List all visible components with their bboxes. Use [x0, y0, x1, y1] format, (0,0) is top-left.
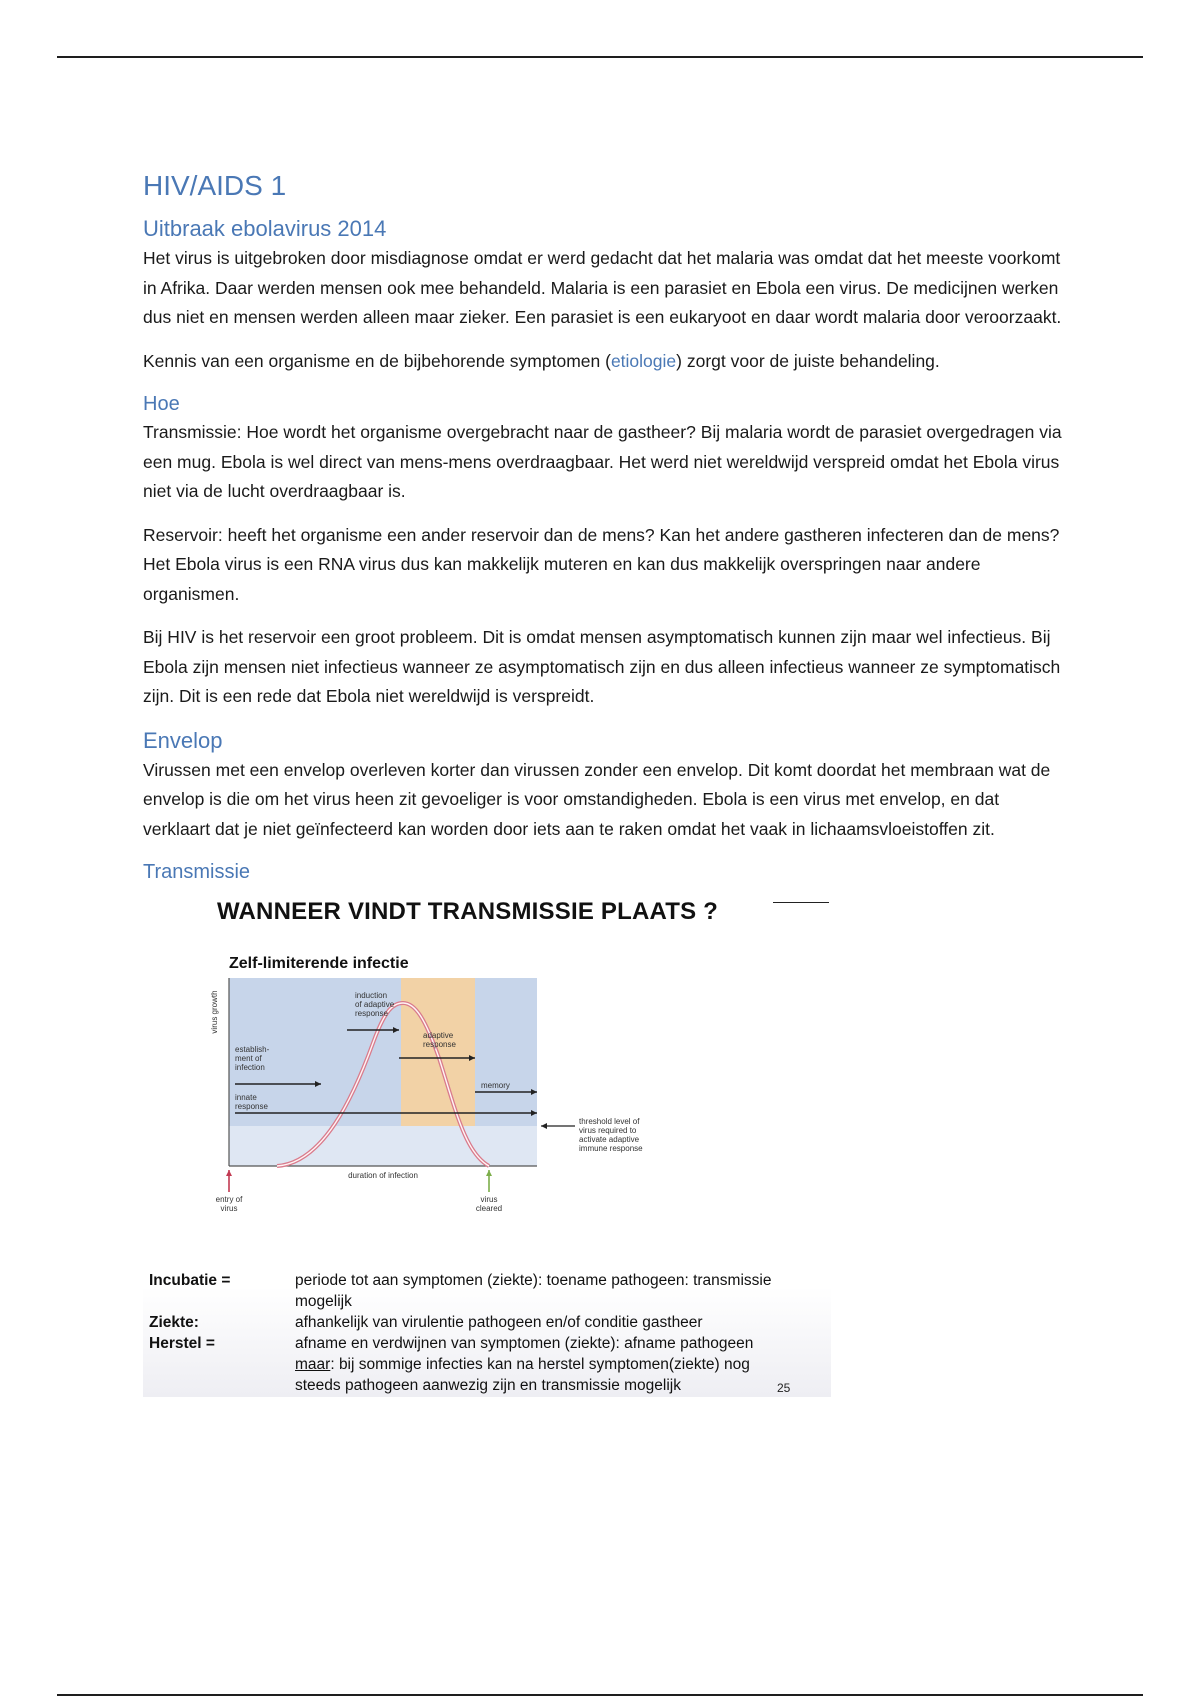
induction-label: of adaptive [355, 1000, 395, 1009]
adaptive-label: adaptive [423, 1031, 454, 1040]
slide-title-rule [773, 902, 829, 903]
section-heading-transmissie: Transmissie [143, 861, 251, 883]
diagram-layer [210, 978, 643, 1213]
cleared-label: virus [480, 1195, 498, 1204]
document-title: HIV/AIDS 1 [143, 170, 287, 201]
hoe-paragraph-1: Transmissie: Hoe wordt het organisme overgebracht naar de gastheer? Bij malaria wordt de parasiet overgedragen via een mug. Ebola is wel direct van mens-mens overdraagbaar. Het werd niet wereldwijd verspreid omdat het Ebola virus niet via de lucht overdraagbaar is. [143, 422, 1062, 501]
envelop-paragraph-1: Virussen met een envelop overleven korter dan virussen zonder een envelop. Dit komt doordat het membraan wat de envelop is die om het virus heen zit gevoeliger is voor omstandigheden. Ebola is een virus met envelop, en dat verklaart dat je niet geïnfecteerd kan worden door iets aan te raken omdat het vaak in lichaamsvloeistoffen zit. [143, 759, 1051, 839]
slide-title: WANNEER VINDT TRANSMISSIE PLAATS ? [217, 898, 719, 925]
induction-label: response [355, 1009, 388, 1018]
memory-label: memory [481, 1081, 510, 1090]
ebola-paragraph-2 [143, 347, 1063, 377]
entry-label: virus [220, 1204, 238, 1213]
top-rule [57, 56, 1143, 58]
definition-line: periode tot aan symptomen (ziekte): toename pathogeen: transmissie [295, 1272, 772, 1289]
hoe-paragraph-2: Reservoir: heeft het organisme een ander reservoir dan de mens? Kan het andere gastheren infecteren dan de mens? Het Ebola virus is een RNA virus dus kan makkelijk muteren en kan dus makkelijk overspringen naar andere organismen. [143, 524, 1060, 604]
cleared-label: cleared [475, 1204, 503, 1213]
ebola-p2-before: Kennis van een organisme en de bijbehorende symptomen ( [143, 350, 611, 371]
induction-label: induction [355, 991, 388, 1000]
ebola-paragraph-1: Het virus is uitgebroken door misdiagnose omdat er werd gedacht dat het malaria was omdat dat het meeste voorkomt in Afrika. Daar werden mensen ook mee behandeld. Malaria is een parasiet en Ebola een virus. De medicijnen werken dus niet en mensen werden alleen maar zieker. Een parasiet is een eukaryoot en daar wordt malaria door veroorzaakt. [143, 248, 1062, 327]
note-line-2: steeds pathogeen aanwezig zijn en transmissie mogelijk [295, 1377, 681, 1394]
hoe-paragraph-3: Bij HIV is het reservoir een groot probleem. Dit is omdat mensen asymptomatisch kunnen zijn maar wel infectieus. Bij Ebola zijn mensen niet infectieus wanneer ze asymptomatisch zijn en dus alleen infectieus wanneer ze symptomatisch zijn. Dit is een rede dat Ebola niet wereldwijd is verspreidt. [143, 627, 1061, 706]
section-heading-envelop: Envelop [143, 727, 223, 753]
self-limiting-infection-diagram [203, 948, 643, 1238]
note-rest: : bij sommige infecties kan na herstel symptomen(ziekte) nog [330, 1356, 750, 1373]
adaptive-label: response [423, 1040, 456, 1049]
bottom-rule [57, 1694, 1143, 1696]
establishment-label: infection [235, 1063, 265, 1072]
document-body [143, 168, 1063, 1397]
ebola-p2-after: ) zorgt voor de juiste behandeling. [676, 350, 940, 371]
establishment-label: ment of [235, 1054, 262, 1063]
definition-term: Herstel = [149, 1335, 215, 1352]
innate-label: response [235, 1102, 268, 1111]
definition-term: Incubatie = [149, 1272, 231, 1289]
y-axis-label: virus growth [210, 990, 219, 1034]
entry-label: entry of [215, 1195, 243, 1204]
definition-term: Ziekte: [149, 1314, 199, 1331]
slide-page-number: 25 [777, 1381, 791, 1395]
definition-text [295, 1333, 835, 1396]
threshold-label: threshold level of [579, 1117, 640, 1126]
definition-text [295, 1270, 835, 1312]
note-underlined-word: maar [295, 1356, 331, 1373]
section-heading-hoe: Hoe [143, 393, 180, 415]
definition-line: afname en verdwijnen van symptomen (ziekte): afname pathogeen [295, 1335, 754, 1352]
threshold-label: virus required to [579, 1126, 637, 1135]
definition-line: mogelijk [295, 1293, 352, 1310]
establishment-label: establish- [235, 1045, 270, 1054]
section-heading-ebola: Uitbraak ebolavirus 2014 [143, 216, 387, 241]
threshold-label: immune response [579, 1144, 643, 1153]
diagram-subtitle: Zelf-limiterende infectie [229, 955, 409, 972]
duration-label: duration of infection [348, 1171, 418, 1180]
definition-text: afhankelijk van virulentie pathogeen en/of conditie gastheer [295, 1314, 703, 1331]
transmission-slide [143, 892, 831, 1397]
etiologie-link[interactable]: etiologie [610, 350, 677, 371]
threshold-band [229, 1126, 537, 1166]
innate-label: innate [235, 1093, 257, 1102]
threshold-label: activate adaptive [579, 1135, 640, 1144]
